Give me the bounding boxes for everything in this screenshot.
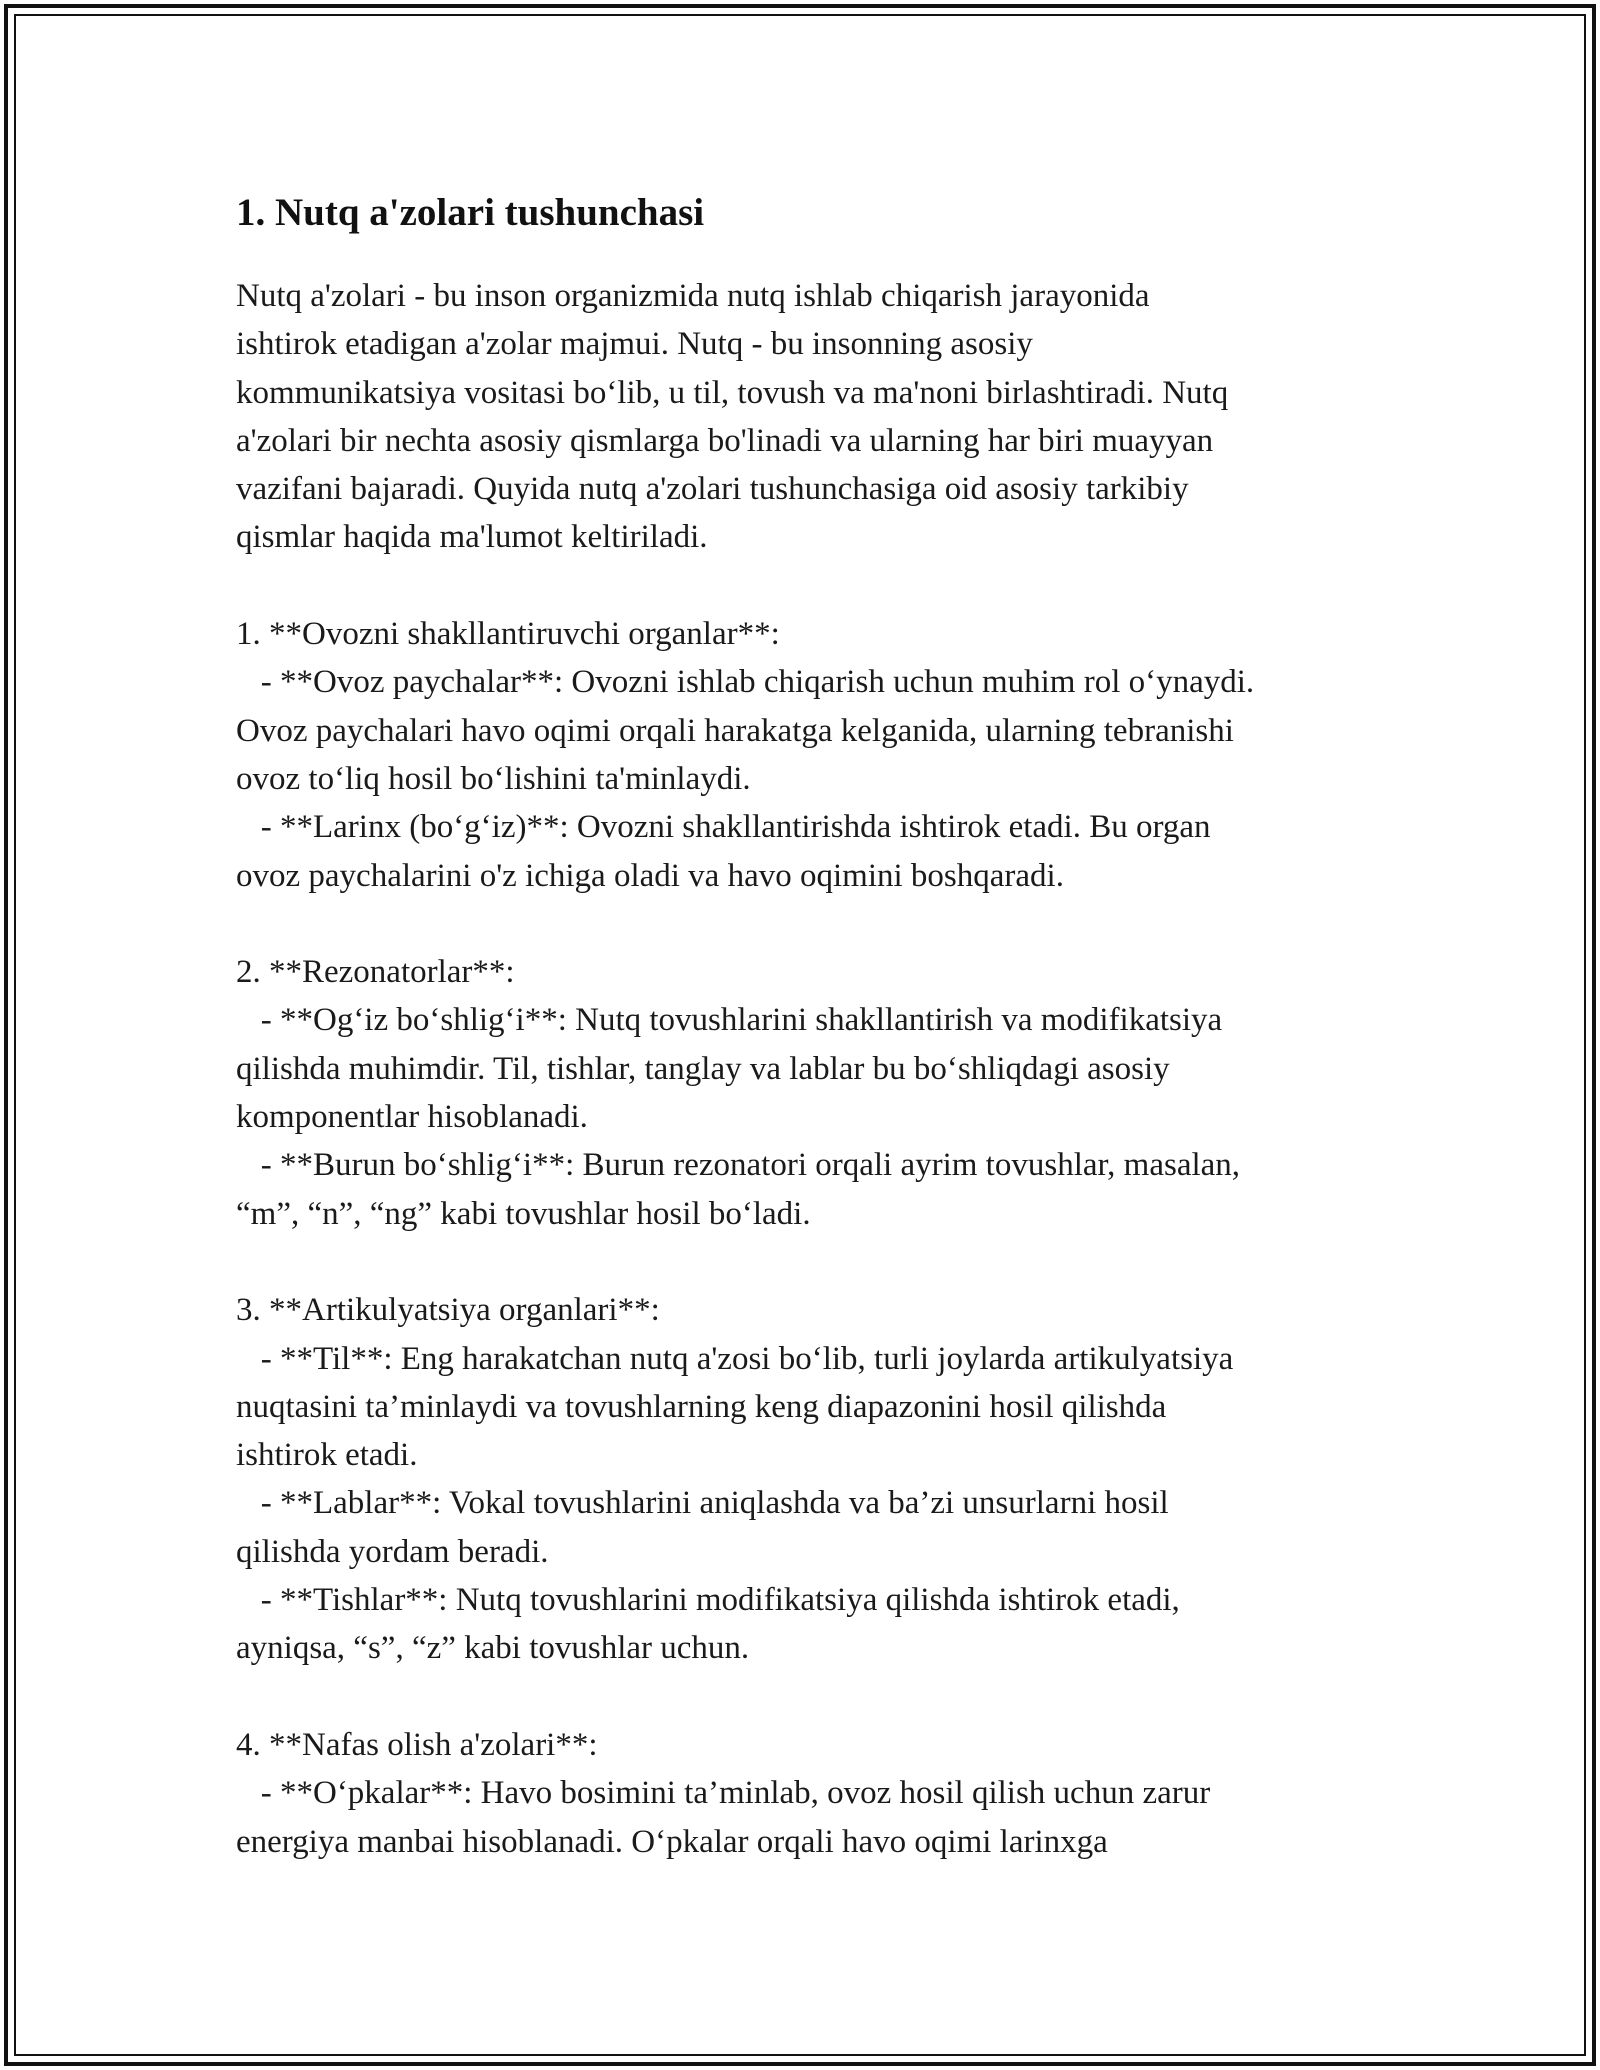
text-line: nuqtasini ta’minlaydi va tovushlarning keng diapazonini hosil qilishda bbox=[236, 1388, 1167, 1425]
text-line: - **Til**: Eng harakatchan nutq a'zosi bo‘lib, turli joylarda artikulyatsiya bbox=[236, 1340, 1234, 1377]
text-line: - **Og‘iz bo‘shlig‘i**: Nutq tovushlarini shakllantirish va modifikatsiya bbox=[236, 1002, 1223, 1039]
blank-line bbox=[236, 1673, 1386, 1721]
text-line: ishtirok etadi. bbox=[236, 1437, 418, 1474]
document-title: 1. Nutq a'zolari tushunchasi bbox=[236, 191, 705, 234]
section-heading-line: 4. **Nafas olish a'zolari**: bbox=[236, 1726, 598, 1763]
blank-line bbox=[236, 1238, 1386, 1286]
text-line: Nutq a'zolari - bu inson organizmida nutq ishlab chiqarish jarayonida bbox=[236, 278, 1150, 314]
text-line: - **Lablar**: Vokal tovushlarini aniqlashda va ba’zi unsurlarni hosil bbox=[236, 1485, 1169, 1522]
text-line: komponentlar hisoblanadi. bbox=[236, 1099, 588, 1136]
blank-line bbox=[236, 562, 1386, 610]
section-heading-line: 1. **Ovozni shakllantiruvchi organlar**: bbox=[236, 616, 780, 653]
text-line: - **Tishlar**: Nutq tovushlarini modifikatsiya qilishda ishtirok etadi, bbox=[236, 1582, 1180, 1619]
text-line: - **Burun bo‘shlig‘i**: Burun rezonatori orqali ayrim tovushlar, masalan, bbox=[236, 1147, 1241, 1184]
text-line: qismlar haqida ma'lumot keltiriladi. bbox=[236, 519, 708, 556]
section-heading-line: 2. **Rezonatorlar**: bbox=[236, 954, 515, 991]
text-line: Ovoz paychalari havo oqimi orqali harakatga kelganida, ularning tebranishi bbox=[236, 712, 1234, 749]
text-line: ayniqsa, “s”, “z” kabi tovushlar uchun. bbox=[236, 1630, 750, 1667]
text-line: qilishda yordam beradi. bbox=[236, 1533, 549, 1570]
document-body bbox=[236, 186, 1386, 1866]
text-line: vazifani bajaradi. Quyida nutq a'zolari tushunchasiga oid asosiy tarkibiy bbox=[236, 471, 1189, 508]
text-line: a'zolari bir nechta asosiy qismlarga bo'linadi va ularning har biri muayyan bbox=[236, 422, 1214, 459]
section-voice-organs bbox=[236, 610, 1386, 900]
text-line: ovoz paychalarini o'z ichiga oladi va havo oqimini boshqaradi. bbox=[236, 857, 1064, 894]
text-line: ishtirok etadigan a'zolar majmui. Nutq - bu insonning asosiy bbox=[236, 326, 1033, 363]
text-line: ovoz to‘liq hosil bo‘lishini ta'minlaydi. bbox=[236, 760, 751, 797]
text-line: kommunikatsiya vositasi bo‘lib, u til, tovush va ma'noni birlashtiradi. Nutq bbox=[236, 374, 1229, 411]
section-articulation-organs bbox=[236, 1286, 1386, 1672]
text-line: - **O‘pkalar**: Havo bosimini ta’minlab, ovoz hosil qilish uchun zarur bbox=[236, 1775, 1211, 1812]
text-line: - **Larinx (bo‘g‘iz)**: Ovozni shakllantirishda ishtirok etadi. Bu organ bbox=[236, 809, 1211, 846]
section-resonators bbox=[236, 948, 1386, 1238]
text-line: “m”, “n”, “ng” kabi tovushlar hosil bo‘ladi. bbox=[236, 1195, 811, 1232]
blank-line bbox=[236, 900, 1386, 948]
section-respiratory-organs bbox=[236, 1721, 1386, 1866]
section-heading-line: 3. **Artikulyatsiya organlari**: bbox=[236, 1292, 660, 1329]
text-line: - **Ovoz paychalar**: Ovozni ishlab chiqarish uchun muhim rol o‘ynaydi. bbox=[236, 664, 1255, 701]
text-line: qilishda muhimdir. Til, tishlar, tanglay va lablar bu bo‘shliqdagi asosiy bbox=[236, 1050, 1170, 1087]
intro-paragraph bbox=[236, 272, 1386, 562]
text-line: energiya manbai hisoblanadi. O‘pkalar orqali havo oqimi larinxga bbox=[236, 1823, 1108, 1860]
